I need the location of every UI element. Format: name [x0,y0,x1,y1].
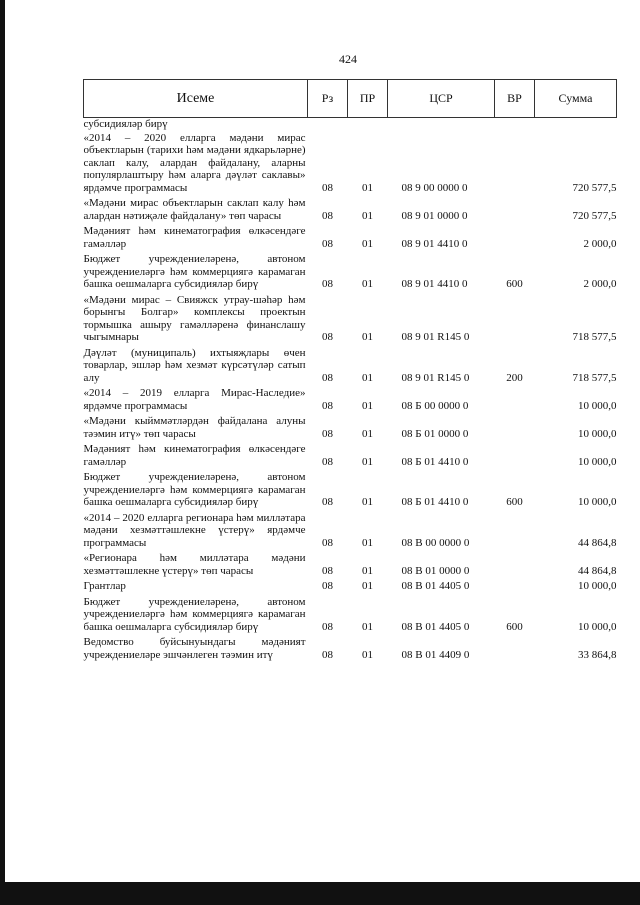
row-rz: 08 [322,580,333,592]
row-pr: 01 [362,237,373,250]
row-vr [495,512,535,553]
row-name: «Мәдәни мирас объектларын саклап калу һәм алардан нәтиҗәле файдалану» төп чарасы [83,197,306,222]
row-vr: 600 [506,278,523,290]
row-vr: 600 [506,620,523,633]
row-vr [495,387,535,415]
row-csr: 08 9 01 R145 0 [401,371,470,384]
row-vr [495,197,535,225]
row-name: Грантлар [83,580,126,592]
row-csr: 08 9 01 4410 0 [401,278,468,290]
row-sum: 33 864,8 [578,648,617,661]
row-rz: 08 [322,278,333,290]
page-number: 424 [339,52,357,66]
table-row [84,415,617,443]
row-pr: 01 [362,209,373,222]
row-pr: 01 [362,536,373,549]
row-pr: 01 [362,278,373,290]
table-row [84,471,617,512]
row-name: «2014 – 2020 елларга регионара һәм милләтара мәдәни хезмәттәшлекне үстерү» ярдәмче программасы [83,511,306,549]
row-vr [495,580,535,596]
row-rz: 08 [322,536,333,549]
row-rz: 08 [322,181,333,194]
row-name: «2014 – 2020 елларга мәдәни мирас объектларын (тарихи һәм мәдәни ядкарьләрне) саклап калу, алардан файдалану, аларны популярлаштыру һәм аларга дәүләт саклавы» ярдәмче программасы [83,131,306,194]
table-row [84,132,617,198]
row-pr: 01 [362,331,373,343]
row-sum: 2 000,0 [583,237,617,250]
row-name: «2014 – 2019 елларга Мирас-Наследие» ярдәмче программасы [83,387,306,412]
table-row [84,294,617,347]
row-sum: 720 577,5 [572,181,617,194]
row-vr: 200 [506,371,523,384]
row-pr: 01 [362,580,373,592]
row-name: Бюджет учреждениеләренә, автоном учреждениеләргә һәм коммерциягә карамаган башка оешмаларга субсидияләр бирү [83,595,306,633]
row-sum: 10 000,0 [578,580,617,592]
row-vr [495,294,535,347]
row-pr: 01 [362,564,373,577]
row-name: Дәүләт (муниципаль) ихтыяҗлары өчен товарлар, эшләр һәм хезмәт күрсәтүләр сатып алу [83,346,306,384]
row-csr: 08 В 01 0000 0 [401,564,470,577]
row-vr [495,132,535,198]
row-sum: 44 864,8 [578,564,617,577]
row-rz: 08 [322,399,333,412]
header-sum: Сумма [535,80,617,118]
table-row [84,580,617,596]
row-vr: 600 [506,496,523,508]
row-csr: 08 Б 01 4410 0 [401,496,469,508]
scan-bottom-edge [0,882,640,905]
row-sum: 10 000,0 [578,620,617,633]
header-csr: ЦСР [388,80,495,118]
row-pr: 01 [362,455,373,468]
budget-table [83,79,617,664]
row-rz: 08 [322,427,333,440]
row-pr: 01 [362,427,373,440]
row-sum: 720 577,5 [572,209,617,222]
row-name: Мәдәният һәм кинематография өлкәсендәге гамәлләр [83,225,306,250]
row-pr: 01 [362,399,373,412]
table-row [84,347,617,388]
header-name: Исеме [84,80,308,118]
row-rz: 08 [322,564,333,577]
row-vr [495,225,535,253]
table-row [84,253,617,294]
row-csr: 08 Б 00 0000 0 [401,399,469,412]
row-rz: 08 [322,237,333,250]
row-csr: 08 В 01 4409 0 [401,648,470,661]
row-csr: 08 В 01 4405 0 [401,620,470,633]
row-sum: 10 000,0 [578,455,617,468]
row-csr: 08 9 01 R145 0 [401,331,470,343]
table-row [84,596,617,637]
row-vr [495,552,535,580]
row-sum: 44 864,8 [578,536,617,549]
row-pr: 01 [362,648,373,661]
row-sum: 718 577,5 [572,371,617,384]
table-header-row [84,80,617,118]
row-csr: 08 9 01 4410 0 [401,237,468,250]
row-name: «Регионара һәм милләтара мәдәни хезмәттәшлекне үстерү» төп чарасы [83,552,306,577]
row-rz: 08 [322,371,333,384]
row-name: Мәдәният һәм кинематография өлкәсендәге гамәлләр [83,443,306,468]
row-name: Бюджет учреждениеләренә, автоном учреждениеләргә һәм коммерциягә карамаган башка оешмаларга субсидияләр бирү [83,253,306,290]
row-csr: 08 В 00 0000 0 [401,536,470,549]
row-pr: 01 [362,620,373,633]
table-row [84,225,617,253]
row-rz: 08 [322,455,333,468]
row-rz: 08 [322,648,333,661]
row-vr [495,443,535,471]
row-name: Бюджет учреждениеләренә, автоном учреждениеләргә һәм коммерциягә карамаган башка оешмаларга субсидияләр бирү [83,471,306,508]
scan-left-edge [0,0,5,905]
table-row [84,552,617,580]
row-sum: 10 000,0 [578,496,617,508]
table-row [84,636,617,664]
row-csr: 08 Б 01 0000 0 [401,427,469,440]
row-sum: 10 000,0 [578,399,617,412]
row-pr: 01 [362,496,373,508]
continuation-text: субсидияләр бирү [83,118,168,130]
row-csr: 08 9 01 0000 0 [401,209,468,222]
table-row [84,512,617,553]
row-name: Ведомство буйсынуындагы мәдәният учреждениеләре эшчәнлеген тәэмин итү [83,636,306,661]
row-pr: 01 [362,181,373,194]
row-csr: 08 9 00 0000 0 [401,181,468,194]
row-rz: 08 [322,331,333,343]
row-pr: 01 [362,371,373,384]
row-vr [495,415,535,443]
header-vr: ВР [495,80,535,118]
table-row [84,387,617,415]
table-row [84,443,617,471]
row-rz: 08 [322,496,333,508]
row-vr [495,636,535,664]
row-csr: 08 В 01 4405 0 [401,580,470,592]
row-sum: 2 000,0 [583,278,617,290]
row-csr: 08 Б 01 4410 0 [401,455,469,468]
row-name: «Мәдәни мирас – Свияжск утрау-шәһәр һәм борынгы Болгар» комплексы проектын тормышка ашыру гамәлләренә финанслашу чыгымнары [83,293,306,343]
header-pr: ПР [348,80,388,118]
table-row [84,197,617,225]
row-rz: 08 [322,209,333,222]
row-sum: 718 577,5 [572,331,617,343]
row-rz: 08 [322,620,333,633]
row-name: «Мәдәни кыйммәтләрдән файдалана алуны тәэмин итү» төп чарасы [83,415,306,440]
header-rz: Рз [308,80,348,118]
continuation-row [84,118,617,132]
row-sum: 10 000,0 [578,427,617,440]
